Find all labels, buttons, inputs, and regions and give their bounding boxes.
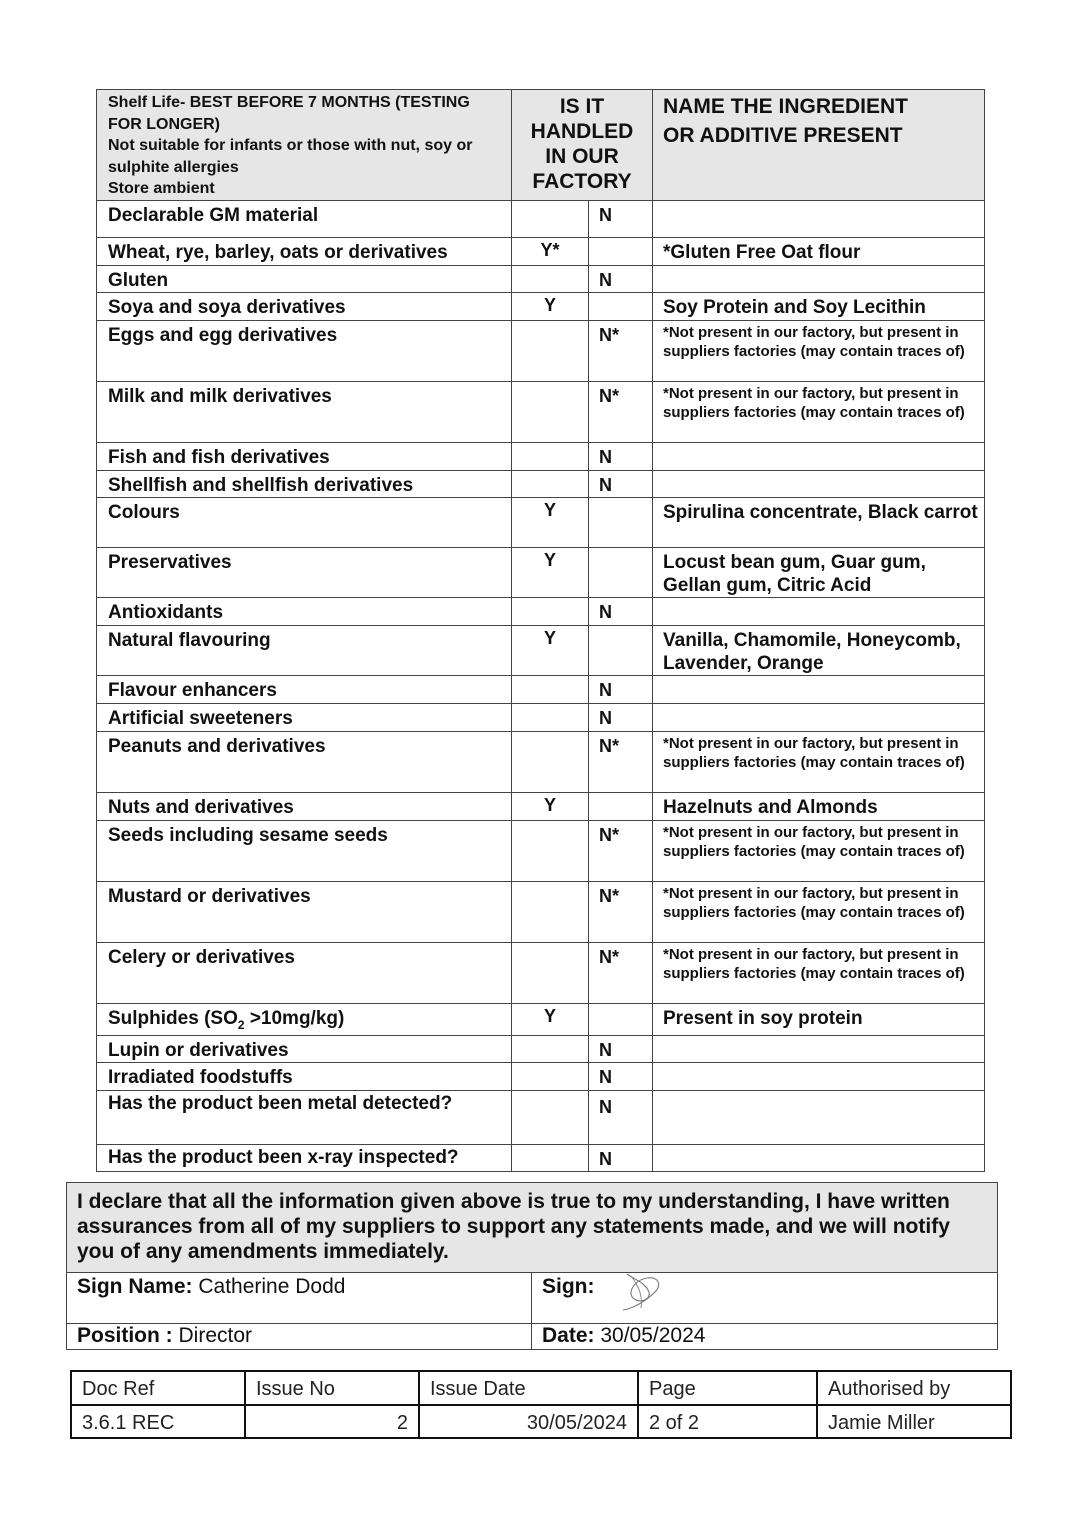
- handled-yes-cell: [512, 320, 589, 381]
- note-emphasis: (may contain traces of): [800, 842, 965, 860]
- allergen-label: Peanuts and derivatives: [97, 731, 512, 792]
- handled-no-cell: [589, 292, 653, 320]
- note-text: *Not present in our factory, but present in suppliers factories: [663, 384, 959, 421]
- ingredient-cell: Vanilla, Chamomile, Honeycomb, Lavender, Orange: [653, 625, 985, 675]
- table-row: [97, 597, 985, 625]
- shelf-life-line: Shelf Life- BEST BEFORE 7 MONTHS (TESTING FOR LONGER): [108, 94, 470, 133]
- allergen-label: Nuts and derivatives: [97, 792, 512, 820]
- handled-no-cell: N: [589, 1091, 653, 1145]
- supplier-traces-note: [653, 381, 985, 442]
- handled-yes-cell: [512, 442, 589, 470]
- table-row: [97, 200, 985, 237]
- allergen-label: Antioxidants: [97, 597, 512, 625]
- issue-date-value: 30/05/2024: [419, 1405, 638, 1438]
- table-row: [97, 470, 985, 497]
- shelf-life-cell: [97, 90, 512, 201]
- handled-no-cell: N*: [589, 320, 653, 381]
- note-emphasis: (may contain traces of): [800, 403, 965, 421]
- ingredient-cell: Hazelnuts and Almonds: [653, 792, 985, 820]
- handled-yes-cell: Y*: [512, 237, 589, 265]
- note-emphasis: (may contain traces of): [800, 964, 965, 982]
- handled-yes-cell: [512, 265, 589, 292]
- allergen-label-text: Sulphides (SO: [108, 1007, 238, 1029]
- date-label: Date:: [542, 1324, 595, 1347]
- handled-no-cell: N: [589, 265, 653, 292]
- allergen-label: Mustard or derivatives: [97, 881, 512, 942]
- allergen-label: Natural flavouring: [97, 625, 512, 675]
- allergen-label: [97, 1003, 512, 1036]
- ingredient-cell: [653, 675, 985, 703]
- ingredient-cell: *Gluten Free Oat flour: [653, 237, 985, 265]
- handled-yes-cell: Y: [512, 547, 589, 597]
- allergen-label: Has the product been x-ray inspected?: [97, 1145, 512, 1172]
- supplier-traces-note: [653, 820, 985, 881]
- handled-yes-cell: [512, 1145, 589, 1172]
- table-row: [97, 942, 985, 1003]
- table-row: [97, 1063, 985, 1091]
- allergen-label-text: >10mg/kg): [244, 1007, 345, 1029]
- sign-name-cell: [67, 1273, 532, 1324]
- handled-yes-cell: [512, 675, 589, 703]
- ingredient-cell: Locust bean gum, Guar gum, Gellan gum, Citric Acid: [653, 547, 985, 597]
- table-row: [97, 1145, 985, 1172]
- ingredient-cell: [653, 1091, 985, 1145]
- issue-no-value: 2: [245, 1405, 419, 1438]
- handled-yes-cell: [512, 597, 589, 625]
- ingredient-header: NAME THE INGREDIENT OR ADDITIVE PRESENT: [653, 90, 985, 201]
- table-row: [97, 547, 985, 597]
- handled-yes-cell: [512, 942, 589, 1003]
- table-row: [97, 1091, 985, 1145]
- document-control-table: [70, 1370, 1012, 1439]
- handled-no-cell: N*: [589, 942, 653, 1003]
- position-value: Director: [172, 1324, 253, 1347]
- handled-yes-cell: [512, 381, 589, 442]
- allergen-label: Preservatives: [97, 547, 512, 597]
- handled-yes-cell: [512, 200, 589, 237]
- handled-no-cell: [589, 237, 653, 265]
- storage-line: Store ambient: [108, 180, 215, 197]
- ingredient-cell: Spirulina concentrate, Black carrot: [653, 497, 985, 547]
- table-row: [97, 731, 985, 792]
- allergen-label: Milk and milk derivatives: [97, 381, 512, 442]
- handled-no-cell: N: [589, 675, 653, 703]
- handled-yes-cell: Y: [512, 497, 589, 547]
- handled-yes-cell: Y: [512, 625, 589, 675]
- table-row: [97, 792, 985, 820]
- table-row: [97, 703, 985, 731]
- handled-no-cell: N*: [589, 381, 653, 442]
- ingredient-cell: [653, 1036, 985, 1063]
- table-row: [97, 237, 985, 265]
- allergen-label: Colours: [97, 497, 512, 547]
- supplier-traces-note: [653, 881, 985, 942]
- authorised-by-header: Authorised by: [817, 1371, 1011, 1405]
- ingredient-cell: [653, 442, 985, 470]
- supplier-traces-note: [653, 942, 985, 1003]
- authorised-by-value: Jamie Miller: [817, 1405, 1011, 1438]
- handled-no-cell: [589, 1003, 653, 1036]
- table-row: [97, 292, 985, 320]
- allergen-label: Gluten: [97, 265, 512, 292]
- declaration-statement: I declare that all the information given above is true to my understanding, I have written assurances from all of my suppliers to support any statements made, and we will notify you of any amendments immediately.: [67, 1183, 998, 1273]
- ingredient-cell: Present in soy protein: [653, 1003, 985, 1036]
- table-row: [97, 320, 985, 381]
- handled-no-cell: N: [589, 597, 653, 625]
- handled-yes-cell: [512, 820, 589, 881]
- table-row: [97, 381, 985, 442]
- issue-no-header: Issue No: [245, 1371, 419, 1405]
- handled-no-cell: N*: [589, 820, 653, 881]
- signature-image: [617, 1270, 667, 1314]
- doc-ref-value: 3.6.1 REC: [71, 1405, 245, 1438]
- handled-no-cell: N: [589, 200, 653, 237]
- handled-yes-cell: [512, 1091, 589, 1145]
- allergen-label: Seeds including sesame seeds: [97, 820, 512, 881]
- handled-no-cell: N: [589, 1063, 653, 1091]
- handled-no-cell: [589, 547, 653, 597]
- allergy-warning-line: Not suitable for infants or those with nut, soy or sulphite allergies: [108, 137, 473, 176]
- table-row: [97, 675, 985, 703]
- ingredient-cell: [653, 597, 985, 625]
- allergen-label: Shellfish and shellfish derivatives: [97, 470, 512, 497]
- supplier-traces-note: [653, 731, 985, 792]
- ingredient-cell: Soy Protein and Soy Lecithin: [653, 292, 985, 320]
- table-row: [97, 442, 985, 470]
- signature-cell: [532, 1273, 998, 1324]
- handled-yes-cell: [512, 470, 589, 497]
- handled-yes-cell: Y: [512, 292, 589, 320]
- handled-no-cell: N*: [589, 881, 653, 942]
- allergen-label: Has the product been metal detected?: [97, 1091, 512, 1145]
- handled-yes-cell: [512, 731, 589, 792]
- allergen-rows: [97, 200, 985, 1172]
- position-label: Position :: [77, 1324, 173, 1347]
- doc-ref-header: Doc Ref: [71, 1371, 245, 1405]
- note-emphasis: (may contain traces of): [800, 753, 965, 771]
- handled-no-cell: N: [589, 1145, 653, 1172]
- table-row: [97, 1003, 985, 1036]
- handled-yes-cell: Y: [512, 792, 589, 820]
- sign-name-label: Sign Name:: [77, 1275, 193, 1298]
- note-text: *Not present in our factory, but present in suppliers factories: [663, 323, 959, 360]
- allergen-label: Wheat, rye, barley, oats or derivatives: [97, 237, 512, 265]
- date-cell: [532, 1324, 998, 1350]
- note-emphasis: (may contain traces of): [800, 342, 965, 360]
- declaration-table: [66, 1182, 998, 1350]
- position-cell: [67, 1324, 532, 1350]
- handled-yes-cell: [512, 703, 589, 731]
- page-value: 2 of 2: [638, 1405, 817, 1438]
- table-header-row: [97, 90, 985, 201]
- handled-no-cell: N: [589, 442, 653, 470]
- allergen-label: Celery or derivatives: [97, 942, 512, 1003]
- handled-no-cell: N: [589, 470, 653, 497]
- handled-no-cell: N: [589, 1036, 653, 1063]
- table-row: [97, 1036, 985, 1063]
- ingredient-cell: [653, 265, 985, 292]
- allergen-table: [96, 89, 985, 1172]
- handled-no-cell: [589, 792, 653, 820]
- allergen-label: Artificial sweeteners: [97, 703, 512, 731]
- note-text: *Not present in our factory, but present in suppliers factories: [663, 734, 959, 771]
- page-header: Page: [638, 1371, 817, 1405]
- allergen-label: Eggs and egg derivatives: [97, 320, 512, 381]
- ingredient-cell: [653, 1063, 985, 1091]
- ingredient-cell: [653, 703, 985, 731]
- allergen-label: Irradiated foodstuffs: [97, 1063, 512, 1091]
- note-text: *Not present in our factory, but present in suppliers factories: [663, 884, 959, 921]
- sign-label: Sign:: [542, 1275, 595, 1298]
- note-emphasis: (may contain traces of): [800, 903, 965, 921]
- handled-no-cell: N: [589, 703, 653, 731]
- sign-name-value: Catherine Dodd: [192, 1275, 346, 1298]
- ingredient-cell: [653, 200, 985, 237]
- handled-yes-cell: Y: [512, 1003, 589, 1036]
- ingredient-cell: [653, 1145, 985, 1172]
- allergen-label: Soya and soya derivatives: [97, 292, 512, 320]
- allergen-label: Fish and fish derivatives: [97, 442, 512, 470]
- allergen-label: Lupin or derivatives: [97, 1036, 512, 1063]
- allergen-label: Flavour enhancers: [97, 675, 512, 703]
- handled-yes-cell: [512, 1036, 589, 1063]
- handled-no-cell: [589, 625, 653, 675]
- table-row: [97, 497, 985, 547]
- note-text: *Not present in our factory, but present in suppliers factories: [663, 823, 959, 860]
- handled-yes-cell: [512, 1063, 589, 1091]
- table-row: [97, 820, 985, 881]
- table-row: [97, 265, 985, 292]
- ingredient-cell: [653, 470, 985, 497]
- allergen-label: Declarable GM material: [97, 200, 512, 237]
- table-row: [97, 625, 985, 675]
- table-row: [97, 881, 985, 942]
- note-text: *Not present in our factory, but present in suppliers factories: [663, 945, 959, 982]
- handled-yes-cell: [512, 881, 589, 942]
- date-value: 30/05/2024: [594, 1324, 706, 1347]
- handled-no-cell: N*: [589, 731, 653, 792]
- allergen-label-subscript: 2: [237, 1017, 245, 1032]
- supplier-traces-note: [653, 320, 985, 381]
- handled-header: IS IT HANDLED IN OUR FACTORY: [512, 90, 653, 201]
- handled-no-cell: [589, 497, 653, 547]
- issue-date-header: Issue Date: [419, 1371, 638, 1405]
